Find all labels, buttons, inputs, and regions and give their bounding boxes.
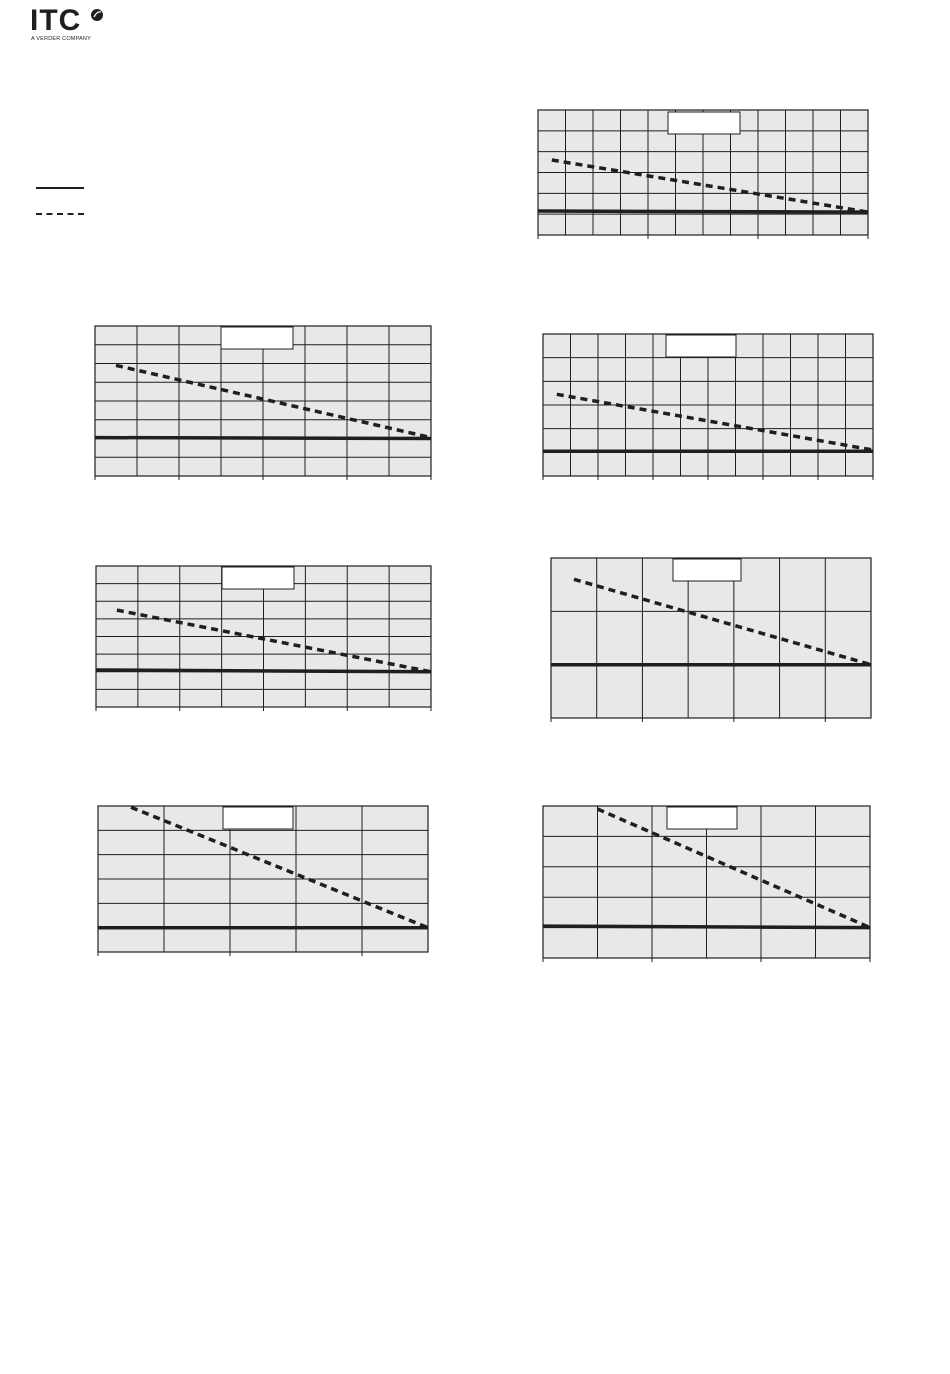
chart-title-box	[666, 335, 736, 357]
series-line-solid	[96, 670, 431, 672]
chart-left-1	[95, 326, 431, 480]
chart-right-2	[551, 558, 872, 722]
chart-right-3	[543, 806, 871, 962]
chart-top-right	[538, 110, 868, 265]
series-line-solid	[538, 211, 868, 212]
chart-title-box	[668, 112, 740, 134]
chart-right-1	[543, 334, 873, 480]
plot-area	[551, 558, 871, 718]
leaf-icon	[90, 8, 104, 22]
series-line-solid	[95, 438, 431, 439]
chart-title-box	[673, 559, 741, 581]
chart-left-3	[98, 806, 429, 956]
itc-logo	[30, 6, 120, 46]
logo-subtitle: A VERDER COMPANY	[31, 36, 91, 42]
legend-dashed-line	[36, 213, 84, 215]
chart-title-box	[667, 807, 737, 829]
logo-wordmark: ITC	[30, 4, 82, 37]
chart-title-box	[222, 567, 294, 589]
chart-left-2	[96, 566, 432, 712]
chart-title-box	[223, 807, 293, 829]
legend-solid-line	[36, 187, 84, 189]
series-line-solid	[543, 926, 870, 928]
chart-title-box	[221, 327, 293, 349]
